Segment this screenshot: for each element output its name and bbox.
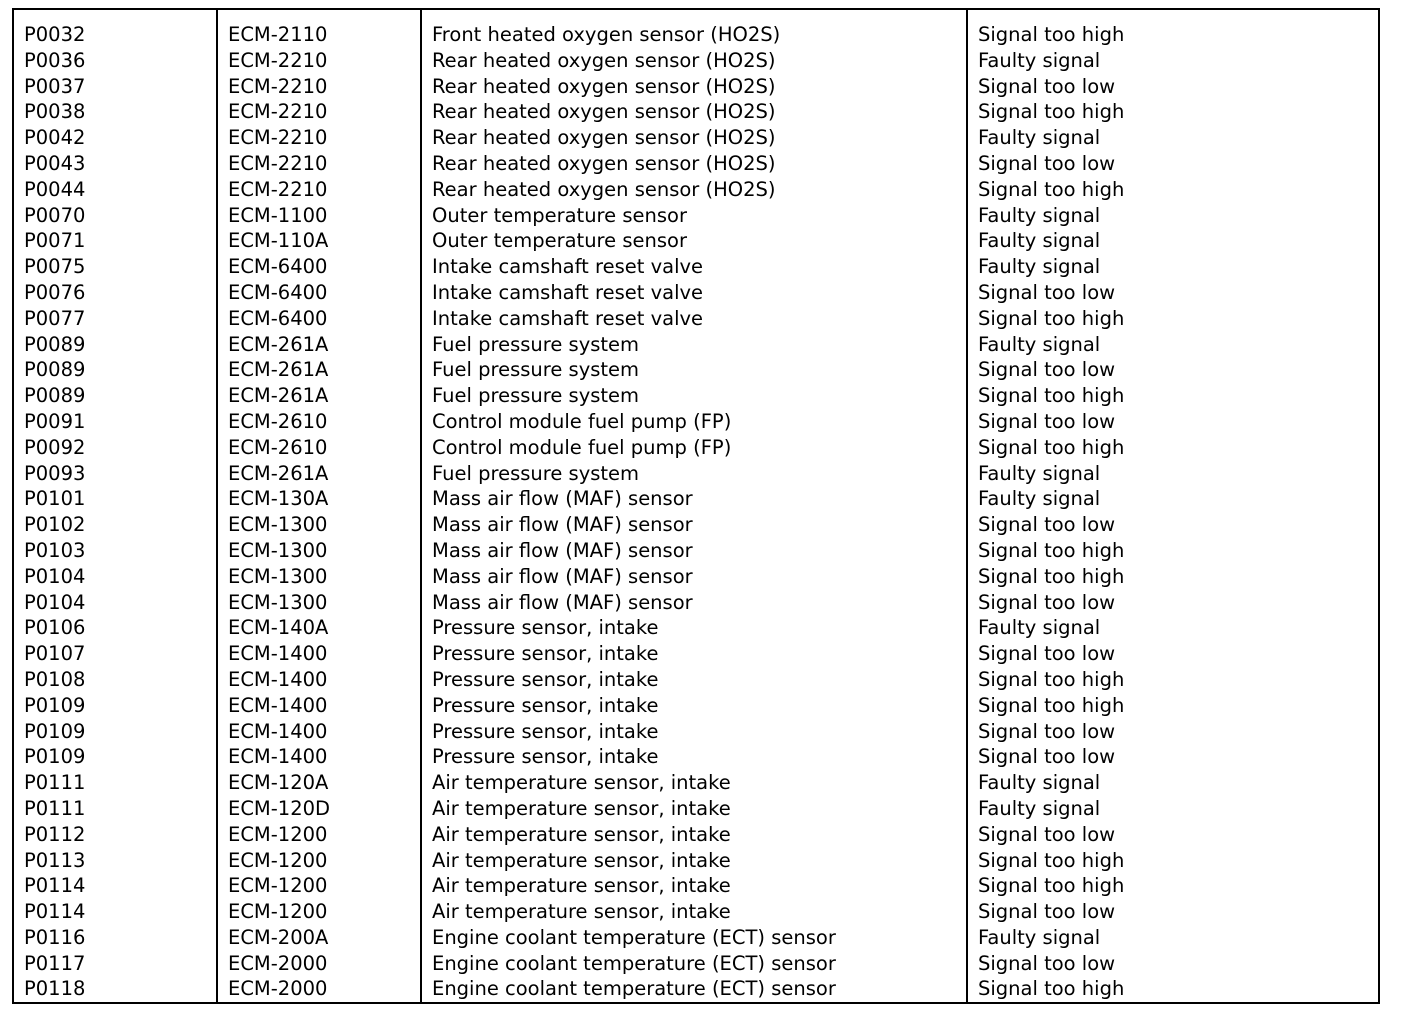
component-cell: Air temperature sensor, intake xyxy=(421,796,967,822)
table-row xyxy=(13,719,1379,745)
table-row xyxy=(13,357,1379,383)
table-row xyxy=(13,99,1379,125)
component-cell: Control module fuel pump (FP) xyxy=(421,435,967,461)
dtc-code-cell: P0108 xyxy=(13,667,217,693)
ecm-code-cell: ECM-1300 xyxy=(217,590,421,616)
component-cell: Outer temperature sensor xyxy=(421,203,967,229)
table-row xyxy=(13,615,1379,641)
fault-description-cell: Signal too high xyxy=(967,848,1379,874)
fault-description-cell: Signal too low xyxy=(967,74,1379,100)
dtc-code-cell: P0076 xyxy=(13,280,217,306)
component-cell: Rear heated oxygen sensor (HO2S) xyxy=(421,99,967,125)
fault-description-cell: Signal too high xyxy=(967,306,1379,332)
fault-description-cell: Signal too low xyxy=(967,719,1379,745)
dtc-code-cell: P0102 xyxy=(13,512,217,538)
table-row xyxy=(13,125,1379,151)
component-cell: Front heated oxygen sensor (HO2S) xyxy=(421,9,967,48)
fault-description-cell: Faulty signal xyxy=(967,48,1379,74)
fault-description-cell: Signal too low xyxy=(967,357,1379,383)
table-row xyxy=(13,151,1379,177)
ecm-code-cell: ECM-2110 xyxy=(217,9,421,48)
ecm-code-cell: ECM-120D xyxy=(217,796,421,822)
component-cell: Pressure sensor, intake xyxy=(421,641,967,667)
table-row xyxy=(13,641,1379,667)
dtc-code-cell: P0116 xyxy=(13,925,217,951)
fault-description-cell: Signal too low xyxy=(967,512,1379,538)
table-row xyxy=(13,203,1379,229)
ecm-code-cell: ECM-2210 xyxy=(217,74,421,100)
fault-description-cell: Faulty signal xyxy=(967,770,1379,796)
fault-description-cell: Signal too high xyxy=(967,564,1379,590)
component-cell: Rear heated oxygen sensor (HO2S) xyxy=(421,48,967,74)
dtc-code-cell: P0032 xyxy=(13,9,217,48)
dtc-code-cell: P0044 xyxy=(13,177,217,203)
component-cell: Intake camshaft reset valve xyxy=(421,306,967,332)
dtc-code-cell: P0104 xyxy=(13,564,217,590)
fault-description-cell: Faulty signal xyxy=(967,925,1379,951)
ecm-code-cell: ECM-2610 xyxy=(217,409,421,435)
component-cell: Air temperature sensor, intake xyxy=(421,899,967,925)
dtc-code-cell: P0036 xyxy=(13,48,217,74)
dtc-code-cell: P0042 xyxy=(13,125,217,151)
dtc-table-body xyxy=(13,9,1379,1003)
component-cell: Intake camshaft reset valve xyxy=(421,254,967,280)
ecm-code-cell: ECM-1300 xyxy=(217,538,421,564)
ecm-code-cell: ECM-1200 xyxy=(217,848,421,874)
table-row xyxy=(13,693,1379,719)
dtc-code-cell: P0070 xyxy=(13,203,217,229)
ecm-code-cell: ECM-110A xyxy=(217,228,421,254)
ecm-code-cell: ECM-1400 xyxy=(217,719,421,745)
fault-description-cell: Faulty signal xyxy=(967,461,1379,487)
dtc-code-cell: P0043 xyxy=(13,151,217,177)
component-cell: Outer temperature sensor xyxy=(421,228,967,254)
table-row xyxy=(13,306,1379,332)
component-cell: Rear heated oxygen sensor (HO2S) xyxy=(421,125,967,151)
ecm-code-cell: ECM-1200 xyxy=(217,873,421,899)
component-cell: Pressure sensor, intake xyxy=(421,615,967,641)
component-cell: Rear heated oxygen sensor (HO2S) xyxy=(421,151,967,177)
component-cell: Mass air flow (MAF) sensor xyxy=(421,564,967,590)
component-cell: Intake camshaft reset valve xyxy=(421,280,967,306)
table-row xyxy=(13,228,1379,254)
fault-description-cell: Faulty signal xyxy=(967,228,1379,254)
dtc-code-cell: P0089 xyxy=(13,383,217,409)
table-row xyxy=(13,74,1379,100)
fault-description-cell: Signal too low xyxy=(967,280,1379,306)
fault-description-cell: Signal too low xyxy=(967,151,1379,177)
table-row xyxy=(13,899,1379,925)
ecm-code-cell: ECM-261A xyxy=(217,383,421,409)
table-row xyxy=(13,9,1379,48)
table-row xyxy=(13,744,1379,770)
table-row xyxy=(13,486,1379,512)
component-cell: Rear heated oxygen sensor (HO2S) xyxy=(421,177,967,203)
dtc-code-cell: P0109 xyxy=(13,693,217,719)
table-row xyxy=(13,770,1379,796)
ecm-code-cell: ECM-261A xyxy=(217,332,421,358)
component-cell: Fuel pressure system xyxy=(421,383,967,409)
fault-description-cell: Faulty signal xyxy=(967,254,1379,280)
dtc-code-cell: P0106 xyxy=(13,615,217,641)
ecm-code-cell: ECM-6400 xyxy=(217,254,421,280)
ecm-code-cell: ECM-1300 xyxy=(217,564,421,590)
component-cell: Control module fuel pump (FP) xyxy=(421,409,967,435)
table-row xyxy=(13,667,1379,693)
fault-description-cell: Signal too low xyxy=(967,409,1379,435)
table-row xyxy=(13,383,1379,409)
fault-description-cell: Signal too high xyxy=(967,667,1379,693)
table-row xyxy=(13,461,1379,487)
ecm-code-cell: ECM-261A xyxy=(217,461,421,487)
table-row xyxy=(13,848,1379,874)
ecm-code-cell: ECM-2210 xyxy=(217,125,421,151)
dtc-code-cell: P0038 xyxy=(13,99,217,125)
dtc-code-cell: P0114 xyxy=(13,873,217,899)
component-cell: Mass air flow (MAF) sensor xyxy=(421,590,967,616)
table-row xyxy=(13,435,1379,461)
fault-description-cell: Signal too low xyxy=(967,744,1379,770)
ecm-code-cell: ECM-2210 xyxy=(217,48,421,74)
fault-description-cell: Signal too low xyxy=(967,899,1379,925)
component-cell: Mass air flow (MAF) sensor xyxy=(421,512,967,538)
dtc-code-cell: P0109 xyxy=(13,719,217,745)
component-cell: Pressure sensor, intake xyxy=(421,693,967,719)
component-cell: Mass air flow (MAF) sensor xyxy=(421,486,967,512)
dtc-code-cell: P0117 xyxy=(13,951,217,977)
table-row xyxy=(13,796,1379,822)
table-row xyxy=(13,976,1379,1003)
ecm-code-cell: ECM-130A xyxy=(217,486,421,512)
dtc-code-cell: P0112 xyxy=(13,822,217,848)
fault-description-cell: Faulty signal xyxy=(967,486,1379,512)
dtc-code-cell: P0089 xyxy=(13,332,217,358)
fault-description-cell: Signal too low xyxy=(967,822,1379,848)
fault-description-cell: Signal too high xyxy=(967,177,1379,203)
ecm-code-cell: ECM-2210 xyxy=(217,151,421,177)
table-row xyxy=(13,177,1379,203)
dtc-code-cell: P0109 xyxy=(13,744,217,770)
ecm-code-cell: ECM-1400 xyxy=(217,667,421,693)
dtc-code-cell: P0118 xyxy=(13,976,217,1003)
dtc-code-cell: P0111 xyxy=(13,770,217,796)
table-row xyxy=(13,564,1379,590)
ecm-code-cell: ECM-120A xyxy=(217,770,421,796)
fault-description-cell: Faulty signal xyxy=(967,332,1379,358)
fault-description-cell: Signal too low xyxy=(967,951,1379,977)
dtc-code-cell: P0114 xyxy=(13,899,217,925)
dtc-code-cell: P0107 xyxy=(13,641,217,667)
table-row xyxy=(13,590,1379,616)
component-cell: Engine coolant temperature (ECT) sensor xyxy=(421,976,967,1003)
ecm-code-cell: ECM-2210 xyxy=(217,99,421,125)
ecm-code-cell: ECM-2210 xyxy=(217,177,421,203)
dtc-table xyxy=(12,8,1380,1004)
fault-description-cell: Signal too high xyxy=(967,976,1379,1003)
fault-description-cell: Signal too high xyxy=(967,383,1379,409)
component-cell: Air temperature sensor, intake xyxy=(421,822,967,848)
fault-description-cell: Signal too high xyxy=(967,99,1379,125)
dtc-code-cell: P0089 xyxy=(13,357,217,383)
component-cell: Fuel pressure system xyxy=(421,461,967,487)
dtc-code-cell: P0093 xyxy=(13,461,217,487)
dtc-code-cell: P0111 xyxy=(13,796,217,822)
dtc-code-cell: P0075 xyxy=(13,254,217,280)
fault-description-cell: Faulty signal xyxy=(967,203,1379,229)
fault-description-cell: Signal too high xyxy=(967,693,1379,719)
fault-description-cell: Faulty signal xyxy=(967,796,1379,822)
component-cell: Engine coolant temperature (ECT) sensor xyxy=(421,925,967,951)
dtc-code-cell: P0113 xyxy=(13,848,217,874)
ecm-code-cell: ECM-1400 xyxy=(217,641,421,667)
ecm-code-cell: ECM-1100 xyxy=(217,203,421,229)
ecm-code-cell: ECM-200A xyxy=(217,925,421,951)
table-row xyxy=(13,512,1379,538)
component-cell: Rear heated oxygen sensor (HO2S) xyxy=(421,74,967,100)
component-cell: Pressure sensor, intake xyxy=(421,744,967,770)
dtc-code-cell: P0104 xyxy=(13,590,217,616)
component-cell: Engine coolant temperature (ECT) sensor xyxy=(421,951,967,977)
dtc-code-cell: P0101 xyxy=(13,486,217,512)
table-row xyxy=(13,48,1379,74)
fault-description-cell: Signal too high xyxy=(967,538,1379,564)
table-row xyxy=(13,925,1379,951)
table-row xyxy=(13,873,1379,899)
table-row xyxy=(13,280,1379,306)
table-row xyxy=(13,332,1379,358)
component-cell: Air temperature sensor, intake xyxy=(421,770,967,796)
ecm-code-cell: ECM-1200 xyxy=(217,899,421,925)
fault-description-cell: Signal too high xyxy=(967,435,1379,461)
component-cell: Fuel pressure system xyxy=(421,332,967,358)
ecm-code-cell: ECM-1200 xyxy=(217,822,421,848)
component-cell: Pressure sensor, intake xyxy=(421,667,967,693)
table-row xyxy=(13,822,1379,848)
ecm-code-cell: ECM-1400 xyxy=(217,693,421,719)
dtc-code-cell: P0077 xyxy=(13,306,217,332)
ecm-code-cell: ECM-2610 xyxy=(217,435,421,461)
dtc-code-cell: P0071 xyxy=(13,228,217,254)
component-cell: Air temperature sensor, intake xyxy=(421,873,967,899)
component-cell: Fuel pressure system xyxy=(421,357,967,383)
table-row xyxy=(13,254,1379,280)
table-row xyxy=(13,409,1379,435)
table-row xyxy=(13,538,1379,564)
dtc-code-cell: P0103 xyxy=(13,538,217,564)
table-row xyxy=(13,951,1379,977)
ecm-code-cell: ECM-1300 xyxy=(217,512,421,538)
ecm-code-cell: ECM-2000 xyxy=(217,976,421,1003)
component-cell: Air temperature sensor, intake xyxy=(421,848,967,874)
fault-description-cell: Faulty signal xyxy=(967,125,1379,151)
ecm-code-cell: ECM-140A xyxy=(217,615,421,641)
dtc-code-cell: P0092 xyxy=(13,435,217,461)
ecm-code-cell: ECM-6400 xyxy=(217,306,421,332)
ecm-code-cell: ECM-6400 xyxy=(217,280,421,306)
component-cell: Pressure sensor, intake xyxy=(421,719,967,745)
fault-description-cell: Signal too low xyxy=(967,590,1379,616)
fault-description-cell: Signal too high xyxy=(967,9,1379,48)
fault-description-cell: Signal too low xyxy=(967,641,1379,667)
fault-description-cell: Faulty signal xyxy=(967,615,1379,641)
ecm-code-cell: ECM-1400 xyxy=(217,744,421,770)
dtc-code-cell: P0091 xyxy=(13,409,217,435)
ecm-code-cell: ECM-2000 xyxy=(217,951,421,977)
dtc-code-cell: P0037 xyxy=(13,74,217,100)
ecm-code-cell: ECM-261A xyxy=(217,357,421,383)
fault-description-cell: Signal too high xyxy=(967,873,1379,899)
component-cell: Mass air flow (MAF) sensor xyxy=(421,538,967,564)
